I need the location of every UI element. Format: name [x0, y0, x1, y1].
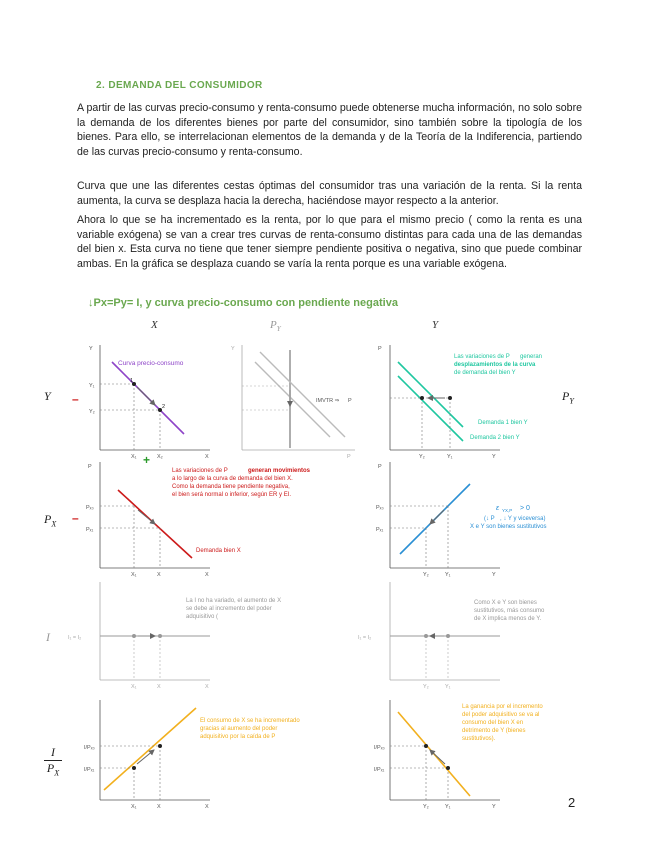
tick-axis-y: Y — [89, 346, 93, 352]
real-y-3: consumo del bien X en — [462, 720, 524, 726]
py-eq-label: P — [348, 398, 352, 404]
page-number: 2 — [568, 795, 576, 810]
tick-xa-r4: X — [157, 804, 161, 810]
real-note-3: adquisitivo por la caída de P — [200, 734, 276, 740]
tick-axis-py: P — [347, 454, 351, 460]
tick-axis-x-r4: X — [205, 804, 209, 810]
cross-note-1: (↓ P — [484, 516, 495, 522]
tick-x1-r4: X₁ — [131, 804, 137, 810]
cross-note-1b: , ↓ Y y viceversa) — [500, 516, 546, 522]
tick-x1-r3: X₁ — [131, 684, 137, 690]
movement-note-2: a lo largo de la curva de demanda del bien X. — [172, 476, 293, 482]
figure-subtitle: ↓Px=Py= I, y curva precio-consumo con pendiente negativa — [88, 297, 398, 309]
cross-note-2: X e Y son bienes sustitutivos — [470, 524, 547, 530]
tick-y1: Y₁ — [89, 383, 95, 389]
sign-minus-1: – — [72, 392, 79, 406]
tick-y2-b: Y₂ — [419, 454, 425, 460]
paragraph-3: Ahora lo que se ha incrementado es la renta, por lo que para el mismo precio ( como la renta es una variable exógena) se van a crear tres curvas de renta-consumo distintas para cada una de las demandas del bien x. Esta curva no tiene que tener siempre pendiente positiva o negativa, sino que puede combinar ambas. En la gráfica se desplaza cuando se varía la renta porque es una variable exógena. — [77, 214, 582, 270]
panel-x-px — [86, 462, 311, 578]
real-y-2: del poder adquisitivo se va al — [462, 712, 540, 718]
panel-y-i-over-px — [374, 700, 543, 810]
subs-note-3: de X implica menos de Y. — [474, 616, 542, 622]
subs-note-1: Como X e Y son bienes — [474, 600, 537, 606]
tick-y2-r3: Y₂ — [423, 684, 429, 690]
tick-axis-y-3: Y — [492, 454, 496, 460]
tick-xa-r2: X — [157, 572, 161, 578]
income-note-2: se debe al incremento del poder — [186, 606, 272, 612]
subs-note-2: sustitutivos, más consumo — [474, 608, 545, 614]
tick-axis-y-2: Y — [231, 346, 235, 352]
tick-xa-r3: X — [157, 684, 161, 690]
tick-y2-r4: Y₂ — [423, 804, 429, 810]
tick-y2-r2: Y₂ — [423, 572, 429, 578]
cross-elast: ε — [496, 505, 500, 512]
row-label-y: Y — [44, 389, 51, 403]
col-head-y: Y — [432, 319, 439, 331]
panel-y-py-blue — [376, 462, 547, 578]
row-label-px: $P_X$ — [44, 512, 57, 529]
ceteris-label: IMVTR ⇒ — [316, 398, 340, 404]
tick-y1-b: Y₁ — [447, 454, 453, 460]
income-note-1: La I no ha variado, el aumento de X — [186, 598, 282, 604]
point-1-label: 1 — [130, 378, 134, 384]
real-y-1: La ganancia por el incremento — [462, 704, 543, 710]
tick-i-over-p0: I/Pₓ₀ — [84, 745, 95, 751]
tick-axis-px: P — [88, 464, 92, 470]
sign-minus-2: – — [72, 511, 79, 525]
tick-i1-b: I₁ = I₂ — [358, 635, 372, 641]
col-head-py: $P_Y$ — [270, 319, 281, 334]
tick-i-over-p0-b: I/Pₓ₀ — [374, 745, 385, 751]
tick-axis-x: X — [205, 454, 209, 460]
cross-elast-sub: YX,P — [502, 508, 513, 513]
real-y-5: sustitutivos). — [462, 736, 496, 742]
panel-x-y — [89, 345, 210, 460]
tick-i1: I₁ = I₂ — [68, 635, 82, 641]
shift-note-2: desplazamientos de la curva — [454, 362, 536, 368]
demand-y1-label: Demanda 1 bien Y — [478, 420, 528, 426]
tick-px0-b: Pₓ₀ — [376, 505, 384, 511]
movement-note-3: Como la demanda tiene pendiente negativa, — [172, 484, 290, 490]
movement-note-1: Las variaciones de P — [172, 468, 228, 474]
tick-y1-r3: Y₁ — [445, 684, 451, 690]
tick-px0: Pₓ₀ — [86, 505, 94, 511]
tick-axis-y-r4: Y — [492, 804, 496, 810]
movement-note-1b: generan movimientos — [248, 468, 311, 474]
tick-i-over-p1: I/Pₓ₁ — [84, 767, 95, 773]
tick-axis-y-r2: Y — [492, 572, 496, 578]
panel-y-py — [378, 345, 542, 460]
row-label-py-right: $P_Y$ — [562, 389, 574, 406]
tick-x2: X₂ — [157, 454, 163, 460]
demand-x-label: Demanda bien X — [196, 548, 241, 554]
movement-note-4: el bien será normal o inferior, según ER y EI. — [172, 492, 292, 498]
shift-note: Las variaciones de P — [454, 354, 510, 360]
tick-y2: Y₂ — [89, 409, 95, 415]
tick-px1-b: Pₓ₁ — [376, 527, 384, 533]
col-head-x: X — [151, 319, 158, 331]
row-label-i: I — [46, 630, 50, 644]
shift-note-3: de demanda del bien Y — [454, 370, 516, 376]
tick-x1-r2: X₁ — [131, 572, 137, 578]
tick-axis-py-2: P — [378, 346, 382, 352]
paragraph-2: Curva que une las diferentes cestas óptimas del consumidor tras una variación de la renta. Si la renta aumenta, la curva se desplaza hacia la derecha, haciéndose mayor respecto a la anterior. — [77, 180, 582, 207]
sign-plus: + — [143, 453, 151, 467]
row-label-i-over-px: I $P_X$ — [44, 745, 62, 777]
real-y-4: detrimento de Y (bienes — [462, 728, 526, 734]
tick-axis-x-r3: X — [205, 684, 209, 690]
panel-y-i — [358, 582, 545, 690]
paragraph-1: A partir de las curvas precio-consumo y renta-consumo puede obtenerse mucha información, no solo sobre la demanda de los diferentes bienes por parte del consumidor, sino también sobre la tipología de los bienes. Para ello, se interrelacionan elementos de la demanda y de la Teoría de la Indiferencia, partiendo de las curvas precio-consumo y renta-consumo. — [77, 102, 582, 158]
tick-y1-r2: Y₁ — [445, 572, 451, 578]
demand-y2-label: Demanda 2 bien Y — [470, 435, 520, 441]
pcc-label: Curva precio-consumo — [118, 360, 184, 367]
tick-x1: X₁ — [131, 454, 137, 460]
panel-x-i — [68, 582, 281, 690]
point-2-label: 2 — [162, 404, 166, 410]
tick-px1: Pₓ₁ — [86, 527, 94, 533]
tick-axis-x-r2: X — [205, 572, 209, 578]
real-note-1: El consumo de X se ha incrementado — [200, 718, 300, 724]
shift-note-b: generan — [520, 354, 543, 360]
real-note-2: gracias al aumento del poder — [200, 726, 278, 732]
panel-py-y — [231, 345, 355, 460]
section-title: 2. DEMANDA DEL CONSUMIDOR — [96, 80, 263, 91]
tick-i-over-p1-b: I/Pₓ₁ — [374, 767, 385, 773]
tick-y1-r4: Y₁ — [445, 804, 451, 810]
cross-elast-val: > 0 — [520, 505, 530, 512]
income-note-3: adquisitivo ( — [186, 614, 219, 620]
tick-axis-px-2: P — [378, 464, 382, 470]
panel-x-i-over-px — [84, 700, 300, 810]
